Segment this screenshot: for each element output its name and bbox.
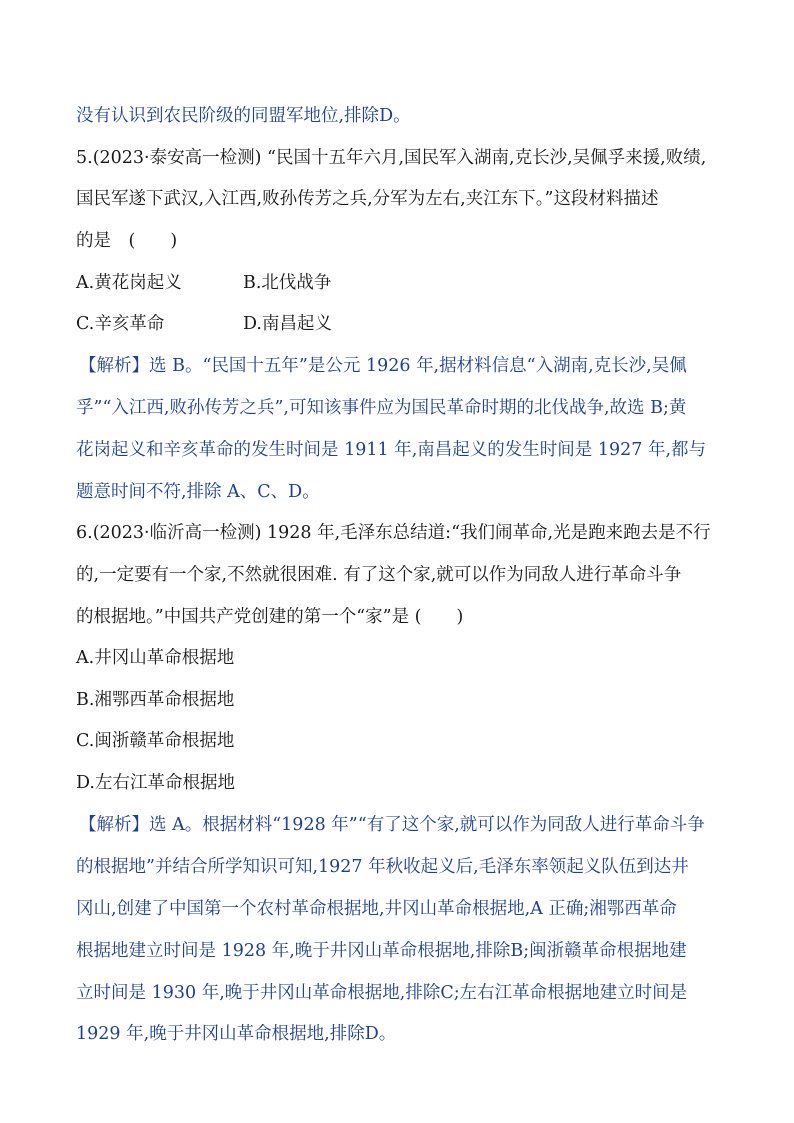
- q6-analysis-line-4: 根据地建立时间是 1928 年,晚于井冈山革命根据地,排除B;闽浙赣革命根据地建: [76, 941, 687, 961]
- previous-analysis-tail: [76, 104, 726, 128]
- q6-analysis-line-2: 的根据地”并结合所学知识可知,1927 年秋收起义后,毛泽东率领起义队伍到达井: [76, 857, 689, 877]
- q5-stem-line-2: 国民军遂下武汉,入江西,败孙传芳之兵,分军为左右,夹江东下。”这段材料描述: [76, 189, 659, 209]
- answer-letter: A: [172, 815, 185, 835]
- q6-option-b: B.湘鄂西革命根据地: [76, 690, 235, 710]
- q5-analysis-line-1: 【解析】选 B。“民国十五年”是公元 1926 年,据材料信息“入湖南,克长沙,吴佩: [79, 356, 687, 376]
- q6-analysis-line-5: 立时间是 1930 年,晚于井冈山革命根据地,排除C;左右江革命根据地建立时间是: [76, 983, 688, 1003]
- q5-option-d: D.南昌起义: [243, 314, 332, 334]
- q6-stem-line-1: 6.(2023·临沂高一检测) 1928 年,毛泽东总结道:“我们闹革命,光是跑来跑去是不行: [76, 523, 711, 543]
- analysis-text: 。: [393, 106, 411, 126]
- q6-option-c: C.闽浙赣革命根据地: [76, 731, 235, 751]
- q6-option-d: D.左右江革命根据地: [76, 773, 235, 793]
- answer-letter: D: [379, 106, 394, 126]
- q6-analysis-line-3: 冈山,创建了中国第一个农村革命根据地,井冈山革命根据地,A 正确;湘鄂西革命: [76, 899, 677, 919]
- q6-analysis-line-1: 【解析】选 A。根据材料“1928 年”“有了这个家,就可以作为同敌人进行革命斗争: [79, 815, 705, 835]
- q5-option-a: A.黄花岗起义: [76, 273, 182, 293]
- analysis-text: 没有认识到农民阶级的同盟军地位,排除: [76, 106, 380, 126]
- q5-option-c: C.辛亥革命: [76, 314, 165, 334]
- q5-analysis-line-3: 花岗起义和辛亥革命的发生时间是 1911 年,南昌起义的发生时间是 1927 年,都与: [76, 440, 707, 460]
- q5-analysis-line-2: 孚”“入江西,败孙传芳之兵”,可知该事件应为国民革命时期的北伐战争,故选 B;黄: [76, 398, 687, 418]
- q5-option-b: B.北伐战争: [243, 273, 332, 293]
- q5-analysis-line-4: 题意时间不符,排除 A、C、D。: [76, 482, 320, 502]
- q5-stem-line-1: 5.(2023·泰安高一检测) “民国十五年六月,国民军入湖南,克长沙,吴佩孚来援,败绩,: [76, 148, 707, 168]
- q5-stem-line-3: 的是 ( ): [76, 231, 178, 251]
- q6-stem-line-2: 的,一定要有一个家,不然就很困难. 有了这个家,就可以作为同敌人进行革命斗争: [76, 565, 682, 585]
- answer-letter: B: [172, 356, 185, 376]
- q6-option-a: A.井冈山革命根据地: [76, 648, 235, 668]
- q6-stem-line-3: 的根据地。”中国共产党创建的第一个“家”是 ( ): [76, 607, 464, 627]
- q6-analysis-line-6: 1929 年,晚于井冈山革命根据地,排除D。: [76, 1024, 397, 1044]
